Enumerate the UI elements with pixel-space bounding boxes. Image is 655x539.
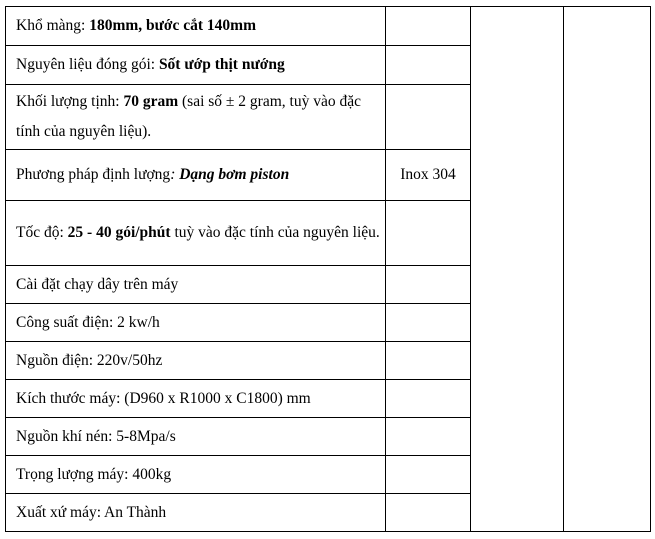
spec-text: Khổ màng: [16, 17, 90, 34]
spec-text: 70 gram [123, 93, 179, 110]
material-cell [386, 85, 471, 150]
spec-text: Kích thước máy: (D960 x R1000 x C1800) mm [16, 389, 311, 407]
material-cell [386, 418, 471, 456]
spec-text: tuỳ vào đặc tính của nguyên liệu. [170, 224, 380, 241]
spec-text: Khối lượng tịnh: [16, 93, 124, 110]
material-cell [386, 46, 471, 85]
spec-text: Nguồn điện: 220v/50hz [16, 351, 163, 369]
material-cell [386, 456, 471, 494]
material-cell [386, 266, 471, 304]
spec-text: (sai số ± 2 gram, tuỳ vào đặc tính của nguyên liệu). [16, 93, 361, 140]
spec-table-body [6, 7, 651, 532]
spec-description-cell [6, 304, 386, 342]
spec-table [5, 6, 651, 532]
spec-text: Phương pháp định lượng [16, 166, 171, 183]
material-cell [386, 304, 471, 342]
spec-text: Trọng lượng máy: 400kg [16, 465, 172, 483]
spec-text: Dạng bơm piston [179, 166, 290, 183]
spec-text: Cài đặt chạy dây trên máy [16, 275, 179, 293]
spec-row [6, 7, 651, 46]
spec-text: Tốc độ: [16, 224, 68, 241]
material-cell [386, 342, 471, 380]
material-cell [386, 380, 471, 418]
spec-text: 180mm, bước cắt 140mm [89, 17, 257, 34]
spec-description-cell [6, 494, 386, 532]
material-cell [386, 7, 471, 46]
spec-description-cell [6, 342, 386, 380]
spec-text: Nguyên liệu đóng gói: [16, 56, 159, 73]
spec-description-cell [6, 201, 386, 266]
blank-column-cell-2 [564, 7, 651, 532]
spec-text: Xuất xứ máy: An Thành [16, 503, 167, 521]
spec-text: 25 - 40 gói/phút [67, 224, 171, 241]
material-cell: Inox 304 [386, 150, 471, 201]
material-cell [386, 494, 471, 532]
spec-text: Sốt ướp thịt nướng [158, 56, 285, 73]
spec-description-cell [6, 380, 386, 418]
spec-text [179, 166, 289, 183]
spec-text: Nguồn khí nén: 5-8Mpa/s [16, 427, 176, 445]
spec-text: Công suất điện: 2 kw/h [16, 313, 160, 331]
spec-description-cell [6, 46, 386, 85]
blank-column-cell-1 [471, 7, 564, 532]
spec-description-cell [6, 456, 386, 494]
spec-description-cell [6, 266, 386, 304]
spec-text: : [170, 166, 180, 183]
material-cell [386, 201, 471, 266]
spec-description-cell [6, 85, 386, 150]
spec-description-cell [6, 7, 386, 46]
spec-description-cell [6, 418, 386, 456]
spec-description-cell [6, 150, 386, 201]
